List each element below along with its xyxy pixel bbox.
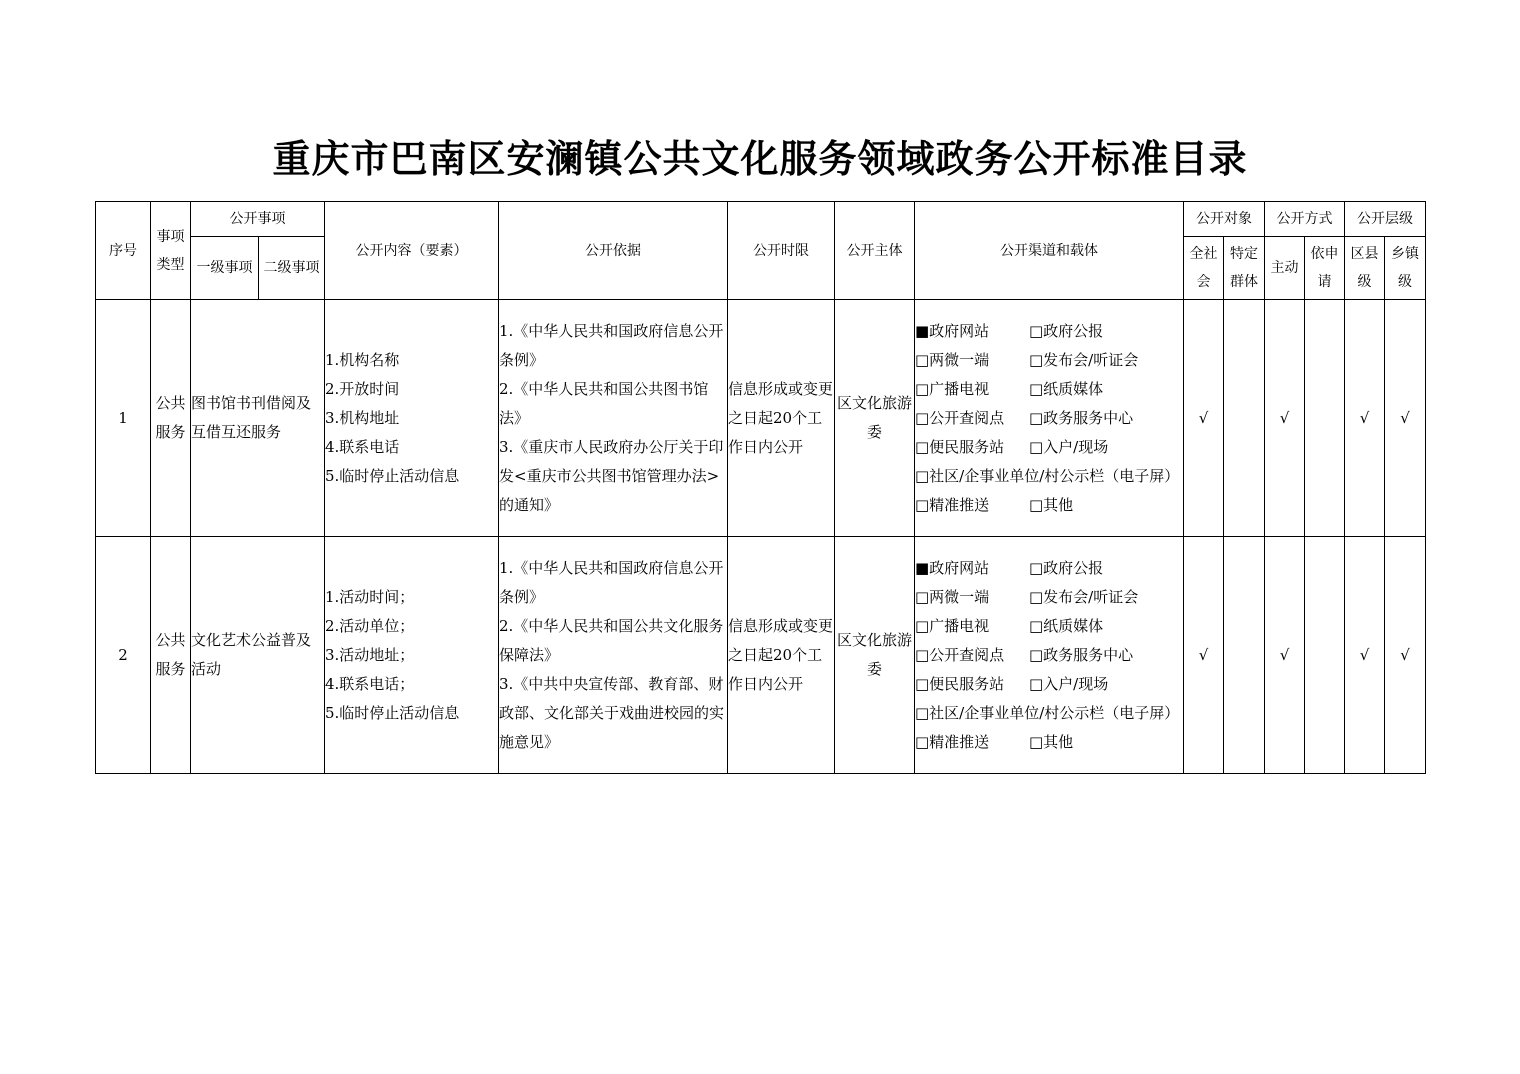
cell-level-town: √ bbox=[1385, 300, 1426, 537]
channel-option: □广播电视 bbox=[915, 616, 990, 635]
channel-option: □政府公报 bbox=[1029, 558, 1104, 577]
header-limit: 公开时限 bbox=[728, 202, 835, 300]
channel-option: ■政府网站 bbox=[915, 558, 990, 577]
cell-content-line: 5.临时停止活动信息 bbox=[325, 703, 460, 722]
header-item-l2: 二级事项 bbox=[259, 237, 325, 300]
channel-option: □入户/现场 bbox=[1029, 674, 1109, 693]
cell-content-line: 1.机构名称 bbox=[325, 350, 400, 369]
header-method: 公开方式 bbox=[1265, 202, 1345, 237]
header-basis: 公开依据 bbox=[499, 202, 728, 300]
channel-line bbox=[915, 375, 1183, 404]
channel-line bbox=[915, 641, 1183, 670]
table-row bbox=[96, 300, 1426, 537]
header-method-active: 主动 bbox=[1265, 237, 1305, 300]
cell-subject: 区文化旅游委 bbox=[835, 300, 915, 537]
cell-method-active: √ bbox=[1265, 300, 1305, 537]
channel-option: □其他 bbox=[1029, 495, 1074, 514]
cell-target-all: √ bbox=[1184, 300, 1224, 537]
cell-seq: 2 bbox=[96, 537, 151, 774]
cell-channels bbox=[915, 537, 1184, 774]
channel-line bbox=[915, 491, 1183, 520]
cell-basis-line: 3.《中共中央宣传部、教育部、财政部、文化部关于戏曲进校园的实施意见》 bbox=[499, 674, 725, 751]
cell-content-line: 2.活动单位； bbox=[325, 616, 415, 635]
channel-line bbox=[915, 554, 1183, 583]
channel-option: □纸质媒体 bbox=[1029, 379, 1104, 398]
channel-line bbox=[915, 462, 1183, 491]
cell-basis-line: 1.《中华人民共和国政府信息公开条例》 bbox=[499, 321, 724, 369]
header-item: 公开事项 bbox=[191, 202, 325, 237]
cell-type: 公共服务 bbox=[151, 300, 191, 537]
table-row bbox=[96, 537, 1426, 774]
cell-basis-line: 2.《中华人民共和国公共图书馆法》 bbox=[499, 379, 709, 427]
document-title: 重庆市巴南区安澜镇公共文化服务领域政务公开标准目录 bbox=[272, 137, 1248, 181]
cell-content bbox=[325, 537, 499, 774]
channel-option: □发布会/听证会 bbox=[1029, 587, 1139, 606]
channel-option: □入户/现场 bbox=[1029, 437, 1109, 456]
header-method-apply: 依申请 bbox=[1305, 237, 1345, 300]
cell-level-district: √ bbox=[1345, 537, 1385, 774]
cell-item: 图书馆书刊借阅及互借互还服务 bbox=[191, 300, 325, 537]
cell-method-active: √ bbox=[1265, 537, 1305, 774]
channel-option: □两微一端 bbox=[915, 587, 990, 606]
channel-line bbox=[915, 728, 1183, 757]
channel-option: □公开查阅点 bbox=[915, 408, 1005, 427]
header-channel: 公开渠道和载体 bbox=[915, 202, 1184, 300]
cell-basis-line: 2.《中华人民共和国公共文化服务保障法》 bbox=[499, 616, 724, 664]
table-body bbox=[96, 300, 1426, 774]
channel-line bbox=[915, 612, 1183, 641]
channel-option: □精准推送 bbox=[915, 732, 990, 751]
cell-content-line: 2.开放时间 bbox=[325, 379, 400, 398]
channel-option: □其他 bbox=[1029, 732, 1074, 751]
cell-subject: 区文化旅游委 bbox=[835, 537, 915, 774]
cell-limit: 信息形成或变更之日起20个工作日内公开 bbox=[728, 300, 835, 537]
header-type: 事项类型 bbox=[151, 202, 191, 300]
channel-option: □政府公报 bbox=[1029, 321, 1104, 340]
channel-option: □两微一端 bbox=[915, 350, 990, 369]
cell-target-specific bbox=[1224, 537, 1265, 774]
channel-line bbox=[915, 317, 1183, 346]
catalog-table bbox=[95, 201, 1426, 774]
channel-option: □政务服务中心 bbox=[1029, 645, 1134, 664]
channel-option: □便民服务站 bbox=[915, 437, 1005, 456]
header-target-specific: 特定群体 bbox=[1224, 237, 1265, 300]
cell-level-district: √ bbox=[1345, 300, 1385, 537]
cell-basis bbox=[499, 537, 728, 774]
channel-option: □精准推送 bbox=[915, 495, 990, 514]
cell-limit: 信息形成或变更之日起20个工作日内公开 bbox=[728, 537, 835, 774]
header-level-district: 区县级 bbox=[1345, 237, 1385, 300]
cell-channels bbox=[915, 300, 1184, 537]
cell-method-apply bbox=[1305, 300, 1345, 537]
cell-content bbox=[325, 300, 499, 537]
channel-option: □公开查阅点 bbox=[915, 645, 1005, 664]
channel-line bbox=[915, 404, 1183, 433]
cell-method-apply bbox=[1305, 537, 1345, 774]
header-target: 公开对象 bbox=[1184, 202, 1265, 237]
cell-basis-line: 3.《重庆市人民政府办公厅关于印发<重庆市公共图书馆管理办法>的通知》 bbox=[499, 437, 724, 514]
header-level: 公开层级 bbox=[1345, 202, 1426, 237]
channel-line bbox=[915, 583, 1183, 612]
cell-target-specific bbox=[1224, 300, 1265, 537]
cell-basis bbox=[499, 300, 728, 537]
cell-level-town: √ bbox=[1385, 537, 1426, 774]
channel-option: □政务服务中心 bbox=[1029, 408, 1134, 427]
channel-line bbox=[915, 699, 1183, 728]
channel-option: ■政府网站 bbox=[915, 321, 990, 340]
cell-item: 文化艺术公益普及活动 bbox=[191, 537, 325, 774]
cell-seq: 1 bbox=[96, 300, 151, 537]
cell-type: 公共服务 bbox=[151, 537, 191, 774]
channel-option: □便民服务站 bbox=[915, 674, 1005, 693]
header-item-l1: 一级事项 bbox=[191, 237, 259, 300]
header-target-all: 全社会 bbox=[1184, 237, 1224, 300]
cell-content-line: 5.临时停止活动信息 bbox=[325, 466, 460, 485]
header-seq: 序号 bbox=[96, 202, 151, 300]
header-content: 公开内容（要素） bbox=[325, 202, 499, 300]
cell-basis-line: 1.《中华人民共和国政府信息公开条例》 bbox=[499, 558, 724, 606]
cell-content-line: 3.活动地址； bbox=[325, 645, 415, 664]
channel-option: □社区/企事业单位/村公示栏（电子屏） bbox=[915, 466, 1180, 485]
cell-content-line: 3.机构地址 bbox=[325, 408, 400, 427]
cell-content-line: 4.联系电话； bbox=[325, 674, 415, 693]
channel-option: □社区/企事业单位/村公示栏（电子屏） bbox=[915, 703, 1180, 722]
channel-line bbox=[915, 670, 1183, 699]
channel-line bbox=[915, 346, 1183, 375]
channel-option: □广播电视 bbox=[915, 379, 990, 398]
header-level-town: 乡镇级 bbox=[1385, 237, 1426, 300]
cell-target-all: √ bbox=[1184, 537, 1224, 774]
channel-option: □纸质媒体 bbox=[1029, 616, 1104, 635]
channel-option: □发布会/听证会 bbox=[1029, 350, 1139, 369]
cell-content-line: 4.联系电话 bbox=[325, 437, 400, 456]
cell-content-line: 1.活动时间； bbox=[325, 587, 415, 606]
channel-line bbox=[915, 433, 1183, 462]
header-subject: 公开主体 bbox=[835, 202, 915, 300]
